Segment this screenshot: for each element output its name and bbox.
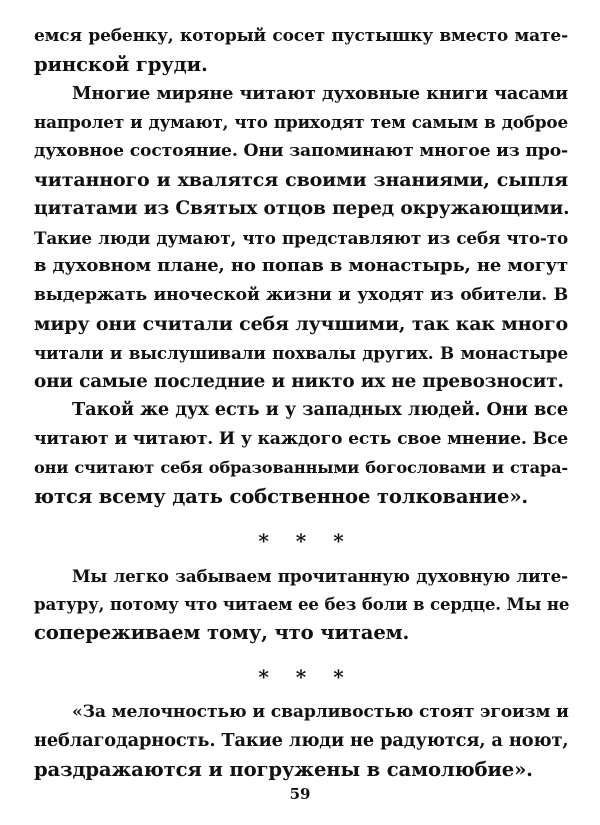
- text-line: цитатами из Святых отцов перед окружающими.: [34, 197, 570, 219]
- text-line: Многие миряне читают духовные книги часами: [72, 82, 568, 104]
- section-separator: * * *: [258, 664, 354, 689]
- paragraph: [34, 80, 568, 397]
- text-line: ются всему дать собственное толкование».: [34, 484, 529, 508]
- text-line: в духовном плане, но попав в монастырь, не могут: [34, 255, 568, 277]
- text-line: духовное состояние. Они запоминают многое из про-: [34, 141, 569, 162]
- text-line: они самые последние и никто их не превозносит.: [34, 370, 564, 392]
- text-line: Мы легко забываем прочитанную духовную лите-: [72, 565, 568, 586]
- text-line: раздражаются и погружены в самолюбие».: [34, 757, 533, 781]
- text-line: «За мелочностью и сварливостью стоят эгоизм и: [72, 701, 569, 722]
- text-line: выдержать иноческой жизни и уходят из обители. В: [34, 285, 568, 306]
- text-line: Такой же дух есть и у западных людей. Они все: [72, 399, 568, 421]
- paragraph: [34, 562, 568, 648]
- paragraph: [34, 22, 568, 80]
- page-number: 59: [289, 785, 311, 803]
- text-line: читают и читают. И у каждого есть свое мнение. Все: [34, 429, 569, 450]
- text-line: ринской груди.: [34, 52, 208, 76]
- text-line: сопереживаем тому, что читаем.: [34, 621, 410, 645]
- text-line: читали и выслушивали похвалы других. В монастыре: [34, 342, 568, 363]
- text-line: емся ребенку, который сосет пустышку вместо мате-: [34, 26, 568, 46]
- text-line: напролет и думают, что приходят тем самым в доброе: [34, 112, 568, 133]
- text-line: Такие люди думают, что представляют из себя что-то: [34, 227, 568, 248]
- text-line: они считают себя образованными богословами и стара-: [34, 457, 568, 477]
- section-separator: * * *: [258, 528, 354, 553]
- text-line: неблагодарность. Такие люди не радуются, а ноют,: [34, 729, 569, 751]
- paragraph: [34, 698, 568, 784]
- paragraph: [34, 396, 568, 511]
- text-line: ратуру, потому что читаем ее без боли в сердце. Мы не: [34, 594, 570, 615]
- page-body: [34, 22, 568, 784]
- text-line: читанного и хвалятся своими знаниями, сыпля: [34, 168, 568, 191]
- text-line: миру они считали себя лучшими, так как много: [34, 312, 569, 335]
